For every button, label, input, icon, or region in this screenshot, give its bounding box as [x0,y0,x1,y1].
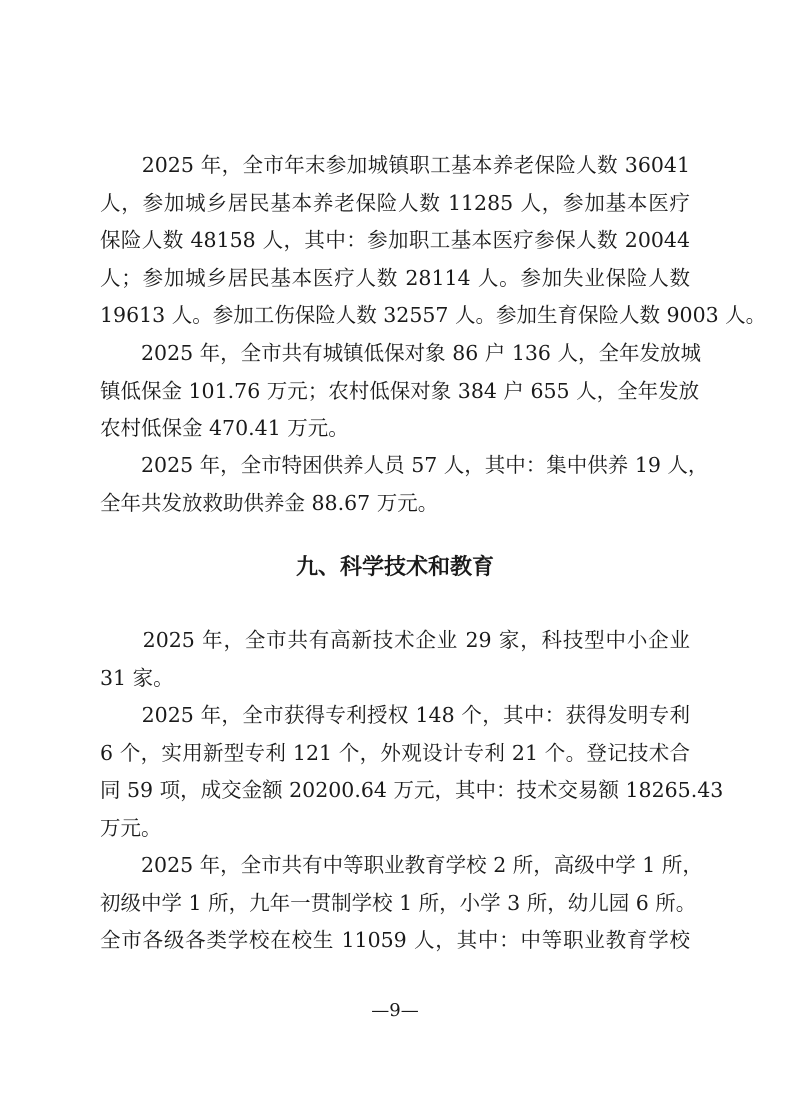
text-line: 万元。 [100,815,162,840]
text-line: 19613 人。参加工伤保险人数 32557 人。参加生育保险人数 9003 人。 [100,303,767,327]
paragraph-minimum-living [100,335,701,448]
text-line: 同 59 项，成交金额 20200.64 万元，其中：技术交易额 18265.43 [100,778,724,802]
text-line: 2025 年，全市共有城镇低保对象 86 户 136 人，全年发放城 [100,341,701,365]
text-line: 全市各级各类学校在校生 11059 人，其中：中等职业教育学校 [100,928,690,952]
text-line: 人，参加城乡居民基本养老保险人数 11285 人，参加基本医疗 [100,190,690,215]
text-line: 保险人数 48158 人，其中：参加职工基本医疗参保人数 20044 [100,228,690,252]
text-line: 2025 年，全市年末参加城镇职工基本养老保险人数 36041 [100,153,690,177]
text-line: 2025 年，全市共有高新技术企业 29 家，科技型中小企业 [100,628,690,652]
text-line: 镇低保金 101.76 万元；农村低保对象 384 户 655 人，全年发放 [100,378,700,403]
text-line: 初级中学 1 所，九年一贯制学校 1 所，小学 3 所，幼儿园 6 所。 [100,890,697,915]
paragraph-special-support [100,447,709,522]
text-line: 31 家。 [100,665,174,690]
text-line: 2025 年，全市共有中等职业教育学校 2 所，高级中学 1 所， [100,853,703,877]
text-line: 农村低保金 470.41 万元。 [100,416,349,440]
text-line: 全年共发放救助供养金 88.67 万元。 [100,490,439,515]
page-number: —9— [371,1000,419,1021]
paragraph-pension-insurance [100,147,767,335]
section-heading: 九、科学技术和教育 [295,555,494,580]
paragraph-patents [100,697,724,847]
text-line: 2025 年，全市特困供养人员 57 人，其中：集中供养 19 人， [100,453,709,477]
paragraph-schools [100,847,703,960]
text-line: 2025 年，全市获得专利授权 148 个，其中：获得发明专利 [100,703,690,727]
paragraph-high-tech [100,622,690,697]
text-line: 人；参加城乡居民基本医疗人数 28114 人。参加失业保险人数 [100,265,690,290]
text-line: 6 个，实用新型专利 121 个，外观设计专利 21 个。登记技术合 [100,740,690,765]
